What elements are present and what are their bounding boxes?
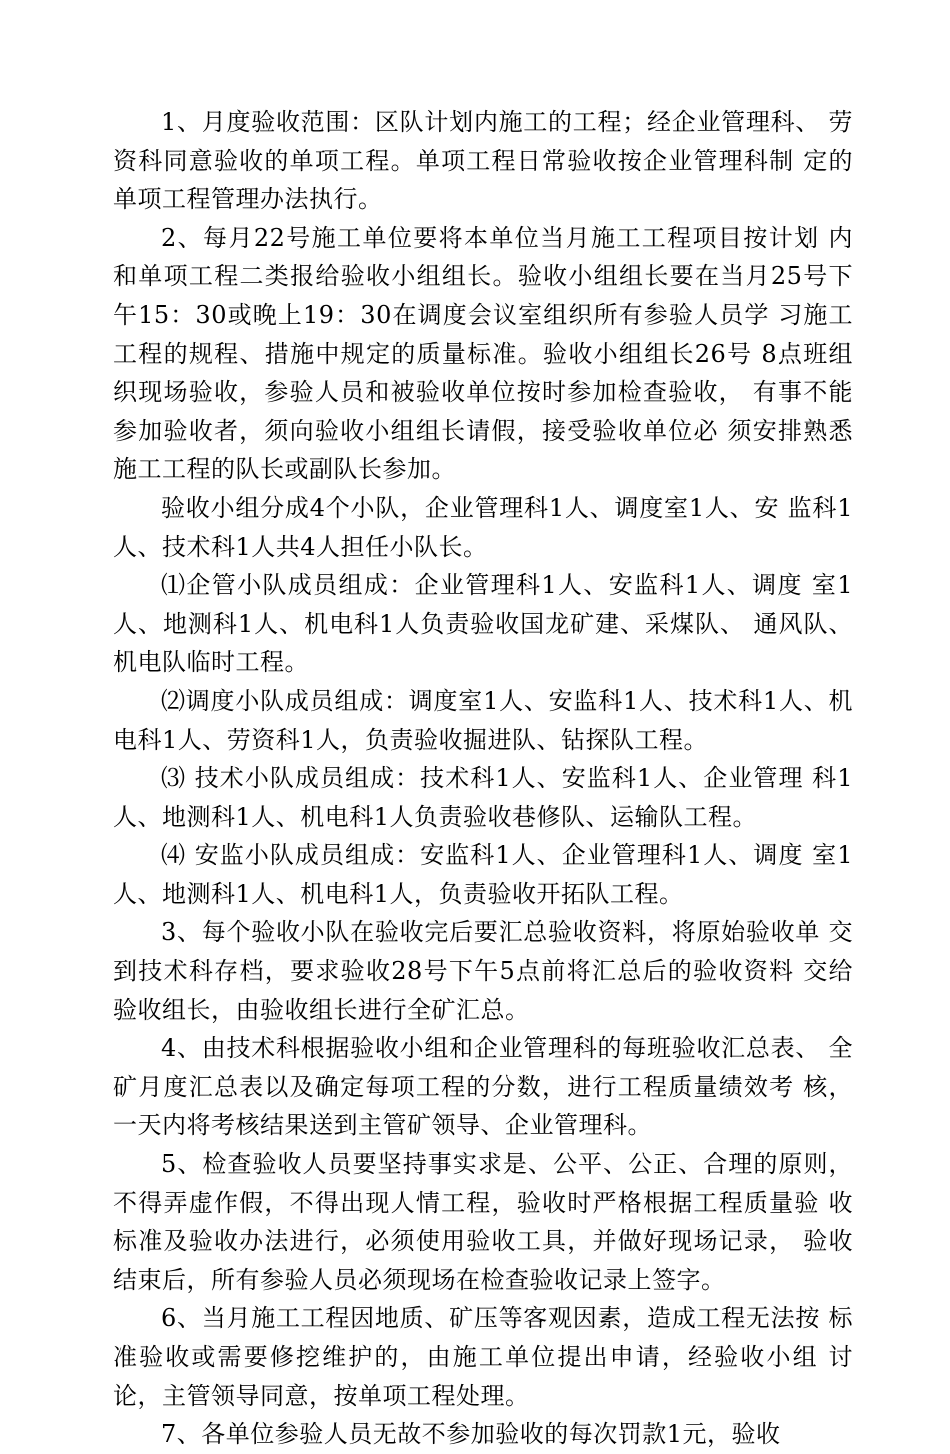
paragraph-dispatch-team: ⑵调度小队成员组成：调度室1人、安监科1人、技术科1人、机电科1人、劳资科1人，负责验收掘进队、钻探队工程。 bbox=[113, 686, 853, 754]
paragraph-performance-review: 4、由技术科根据验收小组和企业管理科的每班验收汇总表、 全矿月度汇总表以及确定每项工程的分数，进行工程质量绩效考 核，一天内将考核结果送到主管矿领导、企业管理科。 bbox=[113, 1034, 853, 1140]
paragraph-data-summary: 3、每个验收小队在验收完后要汇总验收资料，将原始验收单 交到技术科存档，要求验收28号下午5点前将汇总后的验收资料 交给验收组长，由验收组长进行全矿汇总。 bbox=[113, 918, 853, 1024]
paragraph-monthly-schedule: 2、每月22号施工单位要将本单位当月施工工程项目按计划 内和单项工程二类报给验收小组组长。验收小组组长要在当月25号下午15：30或晚上19：30在调度会议室组织所有参验人员学 习施工工程的规程、措施中规定的质量标准。验收小组组长26号 8点班组织现场验收，参验人员和被验收单位按时参加检查验收， 有事不能参加验收者，须向验收小组组长请假，接受验收单位必 须安排熟悉施工工程的队长或副队长参加。 bbox=[113, 223, 853, 484]
paragraph-inspector-principles: 5、检查验收人员要坚持事实求是、公平、公正、合理的原则，不得弄虚作假，不得出现人情工程，验收时严格根据工程质量验 收标准及验收办法进行，必须使用验收工具，并做好现场记录， 验收结束后，所有参验人员必须现场在检查验收记录上签字。 bbox=[113, 1150, 853, 1294]
paragraph-technical-team: ⑶ 技术小队成员组成：技术科1人、安监科1人、企业管理 科1人、地测科1人、机电科1人负责验收巷修队、运输队工程。 bbox=[113, 764, 853, 831]
document-body bbox=[113, 103, 853, 1454]
paragraph-penalties: 7、各单位参验人员无故不参加验收的每次罚款1元，验收 bbox=[161, 1420, 781, 1449]
paragraph-objective-factors: 6、当月施工工程因地质、矿压等客观因素，造成工程无法按 标准验收或需要修挖维护的，由施工单位提出申请，经验收小组 讨论，主管领导同意，按单项工程处理。 bbox=[113, 1304, 853, 1410]
paragraph-safety-team: ⑷ 安监小队成员组成：安监科1人、企业管理科1人、调度 室1人、地测科1人、机电科1人，负责验收开拓队工程。 bbox=[113, 841, 853, 908]
paragraph-acceptance-scope: 1、月度验收范围：区队计划内施工的工程；经企业管理科、 劳资科同意验收的单项工程。单项工程日常验收按企业管理科制 定的单项工程管理办法执行。 bbox=[113, 108, 853, 214]
paragraph-team-division: 验收小组分成4个小队，企业管理科1人、调度室1人、安 监科1人、技术科1人共4人担任小队长。 bbox=[113, 493, 853, 561]
paragraph-management-team: ⑴企管小队成员组成：企业管理科1人、安监科1人、调度 室1人、地测科1人、机电科1人负责验收国龙矿建、采煤队、 通风队、机电队临时工程。 bbox=[113, 571, 853, 677]
